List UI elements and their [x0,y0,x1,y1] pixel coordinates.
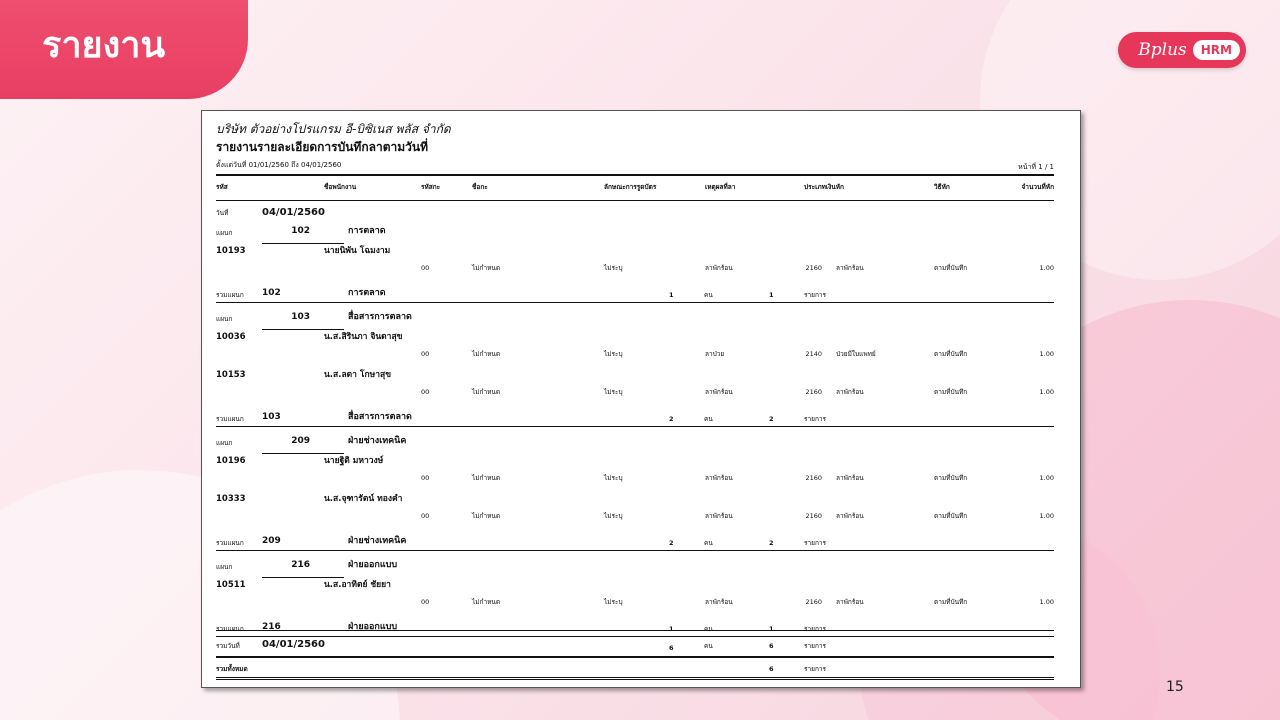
detail-type-name: ไม่กำหนด [472,264,501,272]
detail-deduct-code: 2160 [805,264,822,272]
detail-type-code: 00 [421,598,430,606]
detail-reason: ลาพักร้อน [705,512,733,520]
detail-deduct-name: ลาพักร้อน [836,388,864,396]
dept-code: 102 [291,226,310,236]
col-employee: ชื่อพนักงาน [324,183,357,191]
employee-name: น.ส.สิรินภา จินดาสุข [324,332,403,342]
dept-total-persons: 2 [669,415,674,423]
persons-label: คน [704,625,713,633]
detail-amount: 1.00 [1039,350,1054,358]
detail-method: ตามที่บันทึก [934,474,968,482]
date-range: ตั้งแต่วันที่ 01/01/2560 ถึง 04/01/2560 [216,161,342,169]
dept-label: แผนก [216,315,233,323]
col-type-code: รหัสกะ [421,183,441,191]
detail-deduct-name: ลาพักร้อน [836,264,864,272]
dept-name: การตลาด [348,226,386,236]
detail-deduct-name: ป่วยมีใบแพทย์ [836,350,876,358]
detail-method: ตามที่บันทึก [934,350,968,358]
items-label: รายการ [804,665,827,673]
report-date: 04/01/2560 [262,207,325,218]
dept-total-rule [216,302,1054,303]
col-reason: เหตุผลที่ลา [705,183,736,191]
detail-type-name: ไม่กำหนด [472,474,501,482]
dept-code: 216 [291,560,310,570]
dept-name: ฝ่ายออกแบบ [348,560,398,570]
grand-total-items: 6 [769,665,774,673]
dept-code: 209 [291,436,310,446]
detail-deduct-name: ลาพักร้อน [836,474,864,482]
dept-total-label: รวมแผนก [216,291,244,299]
column-header-rule [216,200,1054,201]
employee-code: 10153 [216,370,246,380]
col-type-name: ชื่อกะ [472,183,488,191]
grand-total-rule [216,656,1054,658]
dept-total-label: รวมแผนก [216,415,244,423]
col-code: รหัส [216,183,228,191]
bplus-hrm-logo [1118,32,1246,68]
detail-reason: ลาพักร้อน [705,388,733,396]
employee-name: นายฐิติ มหาวงษ์ [324,456,384,466]
dept-label: แผนก [216,563,233,571]
detail-method: ตามที่บันทึก [934,512,968,520]
report-end-rule [216,677,1054,680]
employee-name: น.ส.ลดา โกษาสุข [324,370,392,380]
dept-total-code: 209 [262,536,281,546]
dept-code-underline [262,243,344,244]
employee-code: 10193 [216,246,246,256]
dept-label: แผนก [216,229,233,237]
col-deduct-type: ประเภทเงินหัก [804,183,844,191]
detail-method: ตามที่บันทึก [934,598,968,606]
dept-total-code: 216 [262,622,281,632]
persons-label: คน [704,642,713,650]
dept-total-name: ฝ่ายออกแบบ [348,622,398,632]
detail-method: ตามที่บันทึก [934,388,968,396]
logo-brand: Bplus [1138,40,1187,60]
dept-name: ฝ่ายช่างเทคนิค [348,436,407,446]
dept-total-label: รวมแผนก [216,625,244,633]
detail-type-code: 00 [421,388,430,396]
items-label: รายการ [804,539,827,547]
dept-total-name: ฝ่ายช่างเทคนิค [348,536,407,546]
col-card-type: ลักษณะการรูดบัตร [604,183,657,191]
date-total-date: 04/01/2560 [262,639,325,650]
detail-deduct-code: 2140 [805,350,822,358]
detail-type-code: 00 [421,512,430,520]
detail-deduct-name: ลาพักร้อน [836,512,864,520]
leave-report-document [201,110,1081,688]
detail-type-code: 00 [421,474,430,482]
dept-total-label: รวมแผนก [216,539,244,547]
items-label: รายการ [804,642,827,650]
items-label: รายการ [804,415,827,423]
detail-type-name: ไม่กำหนด [472,598,501,606]
dept-total-rule [216,426,1054,427]
detail-card-type: ไม่ระบุ [604,474,623,482]
detail-deduct-code: 2160 [805,474,822,482]
persons-label: คน [704,415,713,423]
employee-code: 10333 [216,494,246,504]
dept-total-name: สื่อสารการตลาด [348,412,412,422]
detail-card-type: ไม่ระบุ [604,598,623,606]
detail-method: ตามที่บันทึก [934,264,968,272]
detail-amount: 1.00 [1039,512,1054,520]
detail-type-name: ไม่กำหนด [472,350,501,358]
date-total-rule [216,630,1054,631]
grand-total-label: รวมทั้งหมด [216,665,248,673]
detail-card-type: ไม่ระบุ [604,512,623,520]
date-total-items: 6 [769,642,774,650]
detail-reason: ลาพักร้อน [705,264,733,272]
detail-type-code: 00 [421,350,430,358]
employee-code: 10511 [216,580,246,590]
date-total-persons: 6 [669,644,674,652]
date-total-label: รวมวันที่ [216,642,240,650]
employee-code: 10036 [216,332,246,342]
employee-code: 10196 [216,456,246,466]
dept-total-items: 1 [769,625,774,633]
slide-title-tab [0,0,248,99]
dept-code-underline [262,329,344,330]
dept-total-code: 103 [262,412,281,422]
persons-label: คน [704,539,713,547]
dept-total-items: 2 [769,415,774,423]
dept-total-persons: 1 [669,291,674,299]
items-label: รายการ [804,291,827,299]
detail-type-name: ไม่กำหนด [472,388,501,396]
report-title: รายงานรายละเอียดการบันทึกลาตามวันที่ [216,140,428,154]
detail-reason: ลาป่วย [705,350,725,358]
employee-name: น.ส.จุฑารัตน์ ทองคำ [324,494,403,504]
detail-reason: ลาพักร้อน [705,474,733,482]
detail-deduct-code: 2160 [805,598,822,606]
company-name: บริษัท ตัวอย่างโปรแกรม อี-บิซิเนส พลัส จำกัด [216,122,451,136]
persons-label: คน [704,291,713,299]
detail-type-code: 00 [421,264,430,272]
date-label: วันที่ [216,209,229,217]
dept-total-rule [216,636,1054,637]
detail-amount: 1.00 [1039,474,1054,482]
dept-total-items: 1 [769,291,774,299]
dept-total-code: 102 [262,288,281,298]
employee-name: นายนิพัน โฉมงาม [324,246,391,256]
dept-total-persons: 1 [669,625,674,633]
dept-total-items: 2 [769,539,774,547]
detail-card-type: ไม่ระบุ [604,264,623,272]
detail-deduct-code: 2160 [805,512,822,520]
header-rule [216,174,1054,176]
dept-name: สื่อสารการตลาด [348,312,412,322]
dept-total-persons: 2 [669,539,674,547]
report-page-label: หน้าที่ 1 / 1 [1018,163,1054,171]
dept-code-underline [262,577,344,578]
dept-total-rule [216,550,1054,551]
detail-deduct-name: ลาพักร้อน [836,598,864,606]
items-label: รายการ [804,625,827,633]
detail-card-type: ไม่ระบุ [604,350,623,358]
dept-label: แผนก [216,439,233,447]
slide-title: รายงาน [42,25,166,66]
employee-name: น.ส.อาทิตย์ ชัยยา [324,580,391,590]
logo-badge: HRM [1193,40,1240,60]
detail-type-name: ไม่กำหนด [472,512,501,520]
dept-code: 103 [291,312,310,322]
slide-page-number: 15 [1166,679,1184,695]
dept-code-underline [262,453,344,454]
detail-reason: ลาพักร้อน [705,598,733,606]
detail-card-type: ไม่ระบุ [604,388,623,396]
detail-deduct-code: 2160 [805,388,822,396]
detail-amount: 1.00 [1039,388,1054,396]
detail-amount: 1.00 [1039,598,1054,606]
dept-total-name: การตลาด [348,288,386,298]
detail-amount: 1.00 [1039,264,1054,272]
col-method: วิธีหัก [934,183,950,191]
col-amount: จำนวนที่หัก [1021,183,1054,191]
